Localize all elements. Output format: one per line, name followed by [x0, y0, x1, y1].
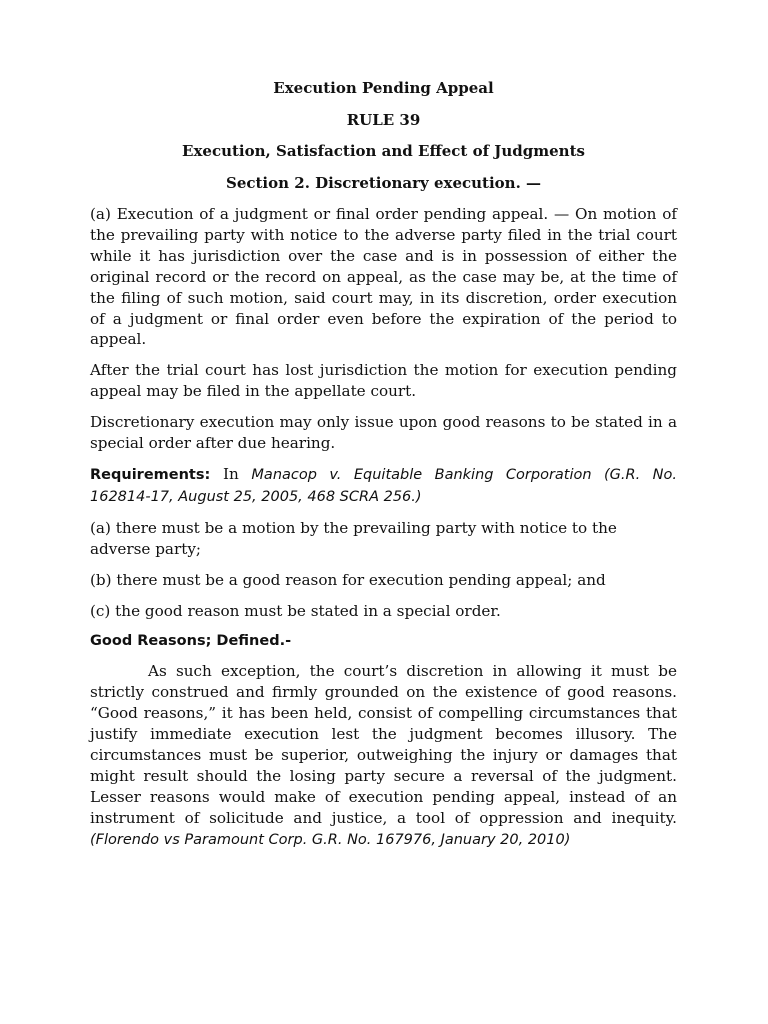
good-reasons-paragraph [90, 661, 677, 850]
paragraph-after-jurisdiction: After the trial court has lost jurisdiction the motion for execution pending appeal may be filed in the appellate court. [90, 361, 677, 401]
paragraph-a: (a) Execution of a judgment or final order pending appeal. — On motion of the prevailing party with notice to the adverse party filed in the trial court while it has jurisdiction over the case and is in possession of either the original record or the record on appeal, as the case may be, at the time of the filing of such motion, said court may, in its discretion, order execution of a judgment or final order even before the expiration of the period to appeal. [90, 205, 677, 349]
subtitle-heading: Execution, Satisfaction and Effect of Judgments [182, 142, 585, 160]
requirements-label: Requirements: [90, 466, 211, 483]
requirements-in-text: In [210, 464, 252, 483]
requirements-paragraph [90, 464, 677, 508]
requirement-item-b: (b) there must be a good reason for execution pending appeal; and [90, 570, 606, 589]
good-reasons-text: As such exception, the court’s discretion in allowing it must be strictly construed and firmly grounded on the existence of good reasons. “Good reasons,” it has been held, consist of compelling circumstances that justify immediate execution lest the judgment becomes illusory. The circumstances must be superior, outweighing the injury or damages that might result should the losing party secure a reversal of the judgment. Lesser reasons would make of execution pending appeal, instead of an instrument of solicitude and justice, a tool of oppression and inequity. [90, 662, 677, 827]
requirement-item-c: (c) the good reason must be stated in a special order. [90, 601, 501, 620]
section-heading: Section 2. Discretionary execution. — [225, 174, 542, 192]
good-reasons-citation: (Florendo vs Paramount Corp. G.R. No. 167976, January 20, 2010) [90, 831, 571, 848]
requirements-citation: Manacop v. Equitable Banking Corporation (G.R. No. 162814-17, August 25, 2005, 468 SCRA 256.) [90, 466, 677, 505]
document-body [90, 77, 677, 861]
paragraph-discretionary: Discretionary execution may only issue upon good reasons to be stated in a special order after due hearing. [90, 413, 677, 453]
rule-heading: RULE 39 [346, 111, 421, 129]
requirement-item-a: (a) there must be a motion by the prevailing party with notice to the adverse party; [90, 518, 617, 558]
document-title: Execution Pending Appeal [273, 79, 494, 97]
good-reasons-heading: Good Reasons; Defined.- [90, 633, 292, 650]
